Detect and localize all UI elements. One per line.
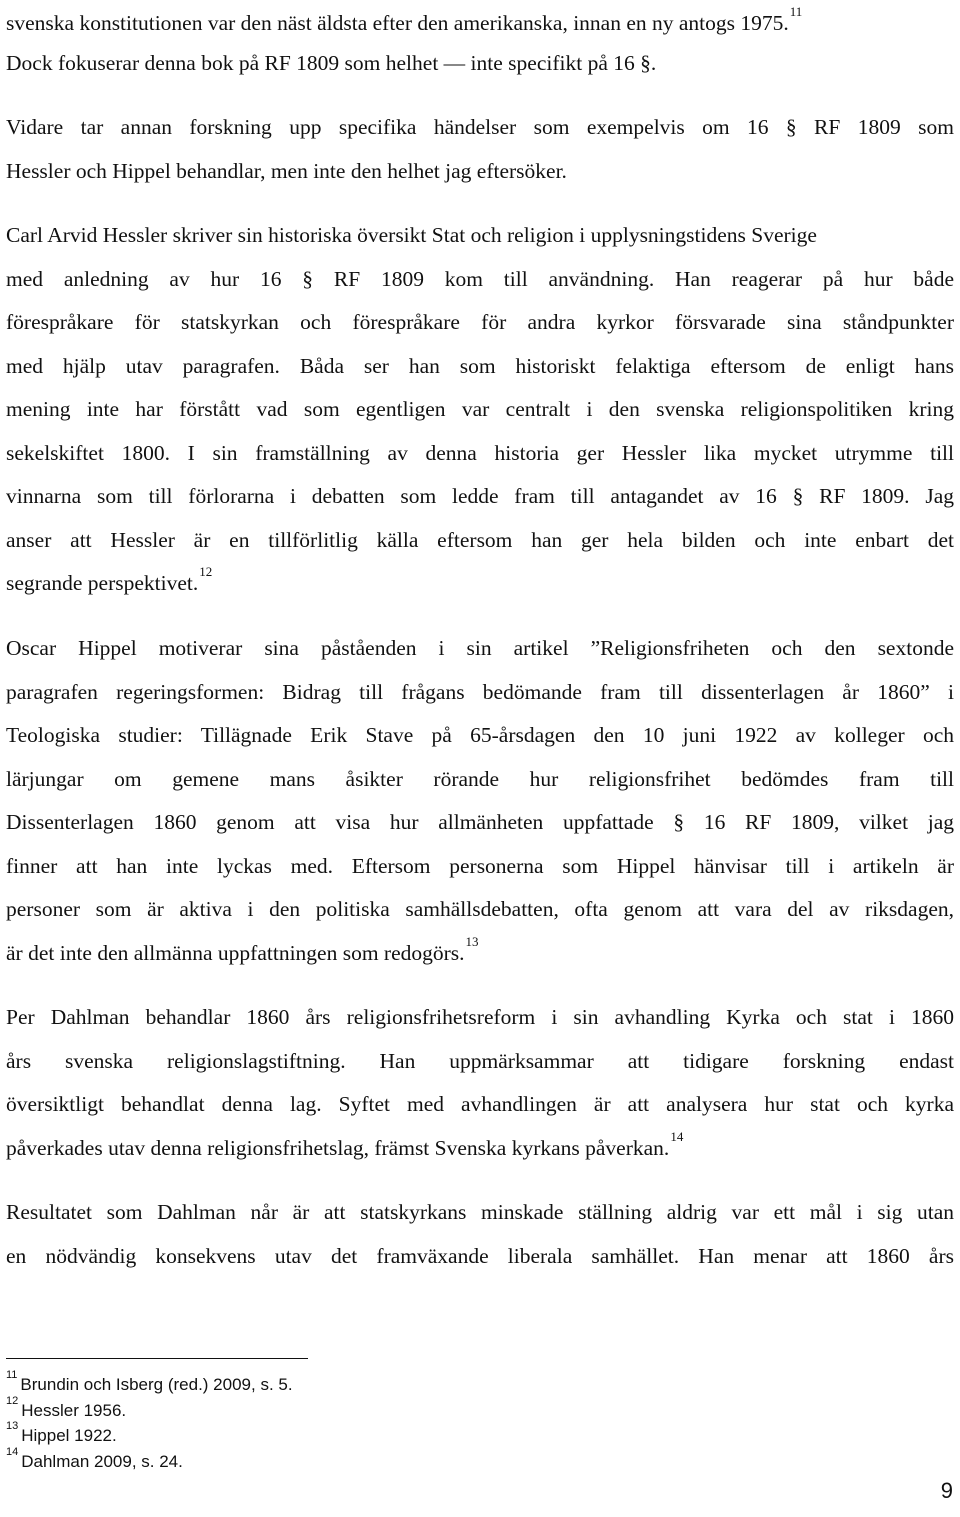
body-line: sekelskiftet 1800. I sin framställning av denna historia ger Hessler lika mycket utrymme till [6,441,954,465]
body-line: Carl Arvid Hessler skriver sin historiska översikt Stat och religion i upplysningstidens Sverige [6,223,817,247]
body-line: Vidare tar annan forskning upp specifika händelser som exempelvis om 16 § RF 1809 som [6,115,954,139]
page-number: 9 [940,1478,953,1503]
body-line: översiktligt behandlat denna lag. Syftet med avhandlingen är att analysera hur stat och kyrka [6,1092,954,1116]
body-line: paragrafen regeringsformen: Bidrag till frågans bedömande fram till dissenterlagen år 1860” i [6,680,954,704]
body-line: anser att Hessler är en tillförlitlig källa eftersom han ger hela bilden och inte enbart det [6,528,954,552]
footnote-ref[interactable]: 12 [199,564,213,579]
body-line: Per Dahlman behandlar 1860 års religionsfrihetsreform i sin avhandling Kyrka och stat i 1860 [6,1005,954,1029]
body-line: mening inte har förstått vad som egentligen var centralt i den svenska religionspolitiken kring [6,397,954,421]
footnote-separator [6,1358,308,1359]
body-line: Dissenterlagen 1860 genom att visa hur allmänheten uppfattade § 16 RF 1809, vilket jag [6,810,954,834]
body-line: är det inte den allmänna uppfattningen som redogörs.$^{13}$ [6,934,479,965]
footnote-ref[interactable]: 13 [465,934,479,949]
body-line: med hjälp utav paragrafen. Båda ser han som historiskt felaktiga eftersom de enligt hans [6,354,954,378]
body-line: Hessler och Hippel behandlar, men inte den helhet jag eftersöker. [6,159,567,183]
body-line: lärjungar om gemene mans åsikter rörande hur religionsfrihet bedömdes fram till [6,767,954,791]
body-line: förespråkare för statskyrkan och förespråkare för andra kyrkor försvarade sina ståndpunkter [6,310,954,334]
body-line: Oscar Hippel motiverar sina påståenden i sin artikel ”Religionsfriheten och den sextonde [6,636,954,660]
footnote: $^{14}$ Dahlman 2009, s. 24. [6,1446,183,1471]
footnote-ref[interactable]: 14 [670,1129,684,1144]
footnote: $^{11}$ Brundin och Isberg (red.) 2009, s. 5. [6,1369,293,1394]
body-line: segrande perspektivet.$^{12}$ [6,564,213,595]
body-line: Teologiska studier: Tillägnade Erik Stave på 65-årsdagen den 10 juni 1922 av kolleger och [6,723,954,747]
footnote: $^{12}$ Hessler 1956. [6,1395,127,1420]
body-line: års svenska religionslagstiftning. Han uppmärksammar att tidigare forskning endast [6,1049,954,1073]
body-line: en nödvändig konsekvens utav det framväxande liberala samhället. Han menar att 1860 års [6,1244,954,1268]
footnote: $^{13}$ Hippel 1922. [6,1420,117,1445]
body-line: personer som är aktiva i den politiska samhällsdebatten, ofta genom att vara del av riksdagen, [6,897,954,921]
body-line: finner att han inte lyckas med. Eftersom personerna som Hippel hänvisar till i artikeln är [6,854,954,878]
body-line: svenska konstitutionen var den näst äldsta efter den amerikanska, innan en ny antogs 1975.11 [6,4,803,35]
body-line: med anledning av hur 16 § RF 1809 kom till användning. Han reagerar på hur både [6,267,954,291]
body-line: Resultatet som Dahlman når är att statskyrkans minskade ställning aldrig var ett mål i sig utan [6,1200,954,1224]
body-line: påverkades utav denna religionsfrihetslag, främst Svenska kyrkans påverkan.$^{14}$ [6,1129,684,1160]
body-line: vinnarna som till förlorarna i debatten som ledde fram till antagandet av 16 § RF 1809. Jag [6,484,954,508]
body-line: Dock fokuserar denna bok på RF 1809 som helhet — inte specifikt på 16 §. [6,51,657,75]
footnote-ref[interactable]: 11 [789,4,803,19]
